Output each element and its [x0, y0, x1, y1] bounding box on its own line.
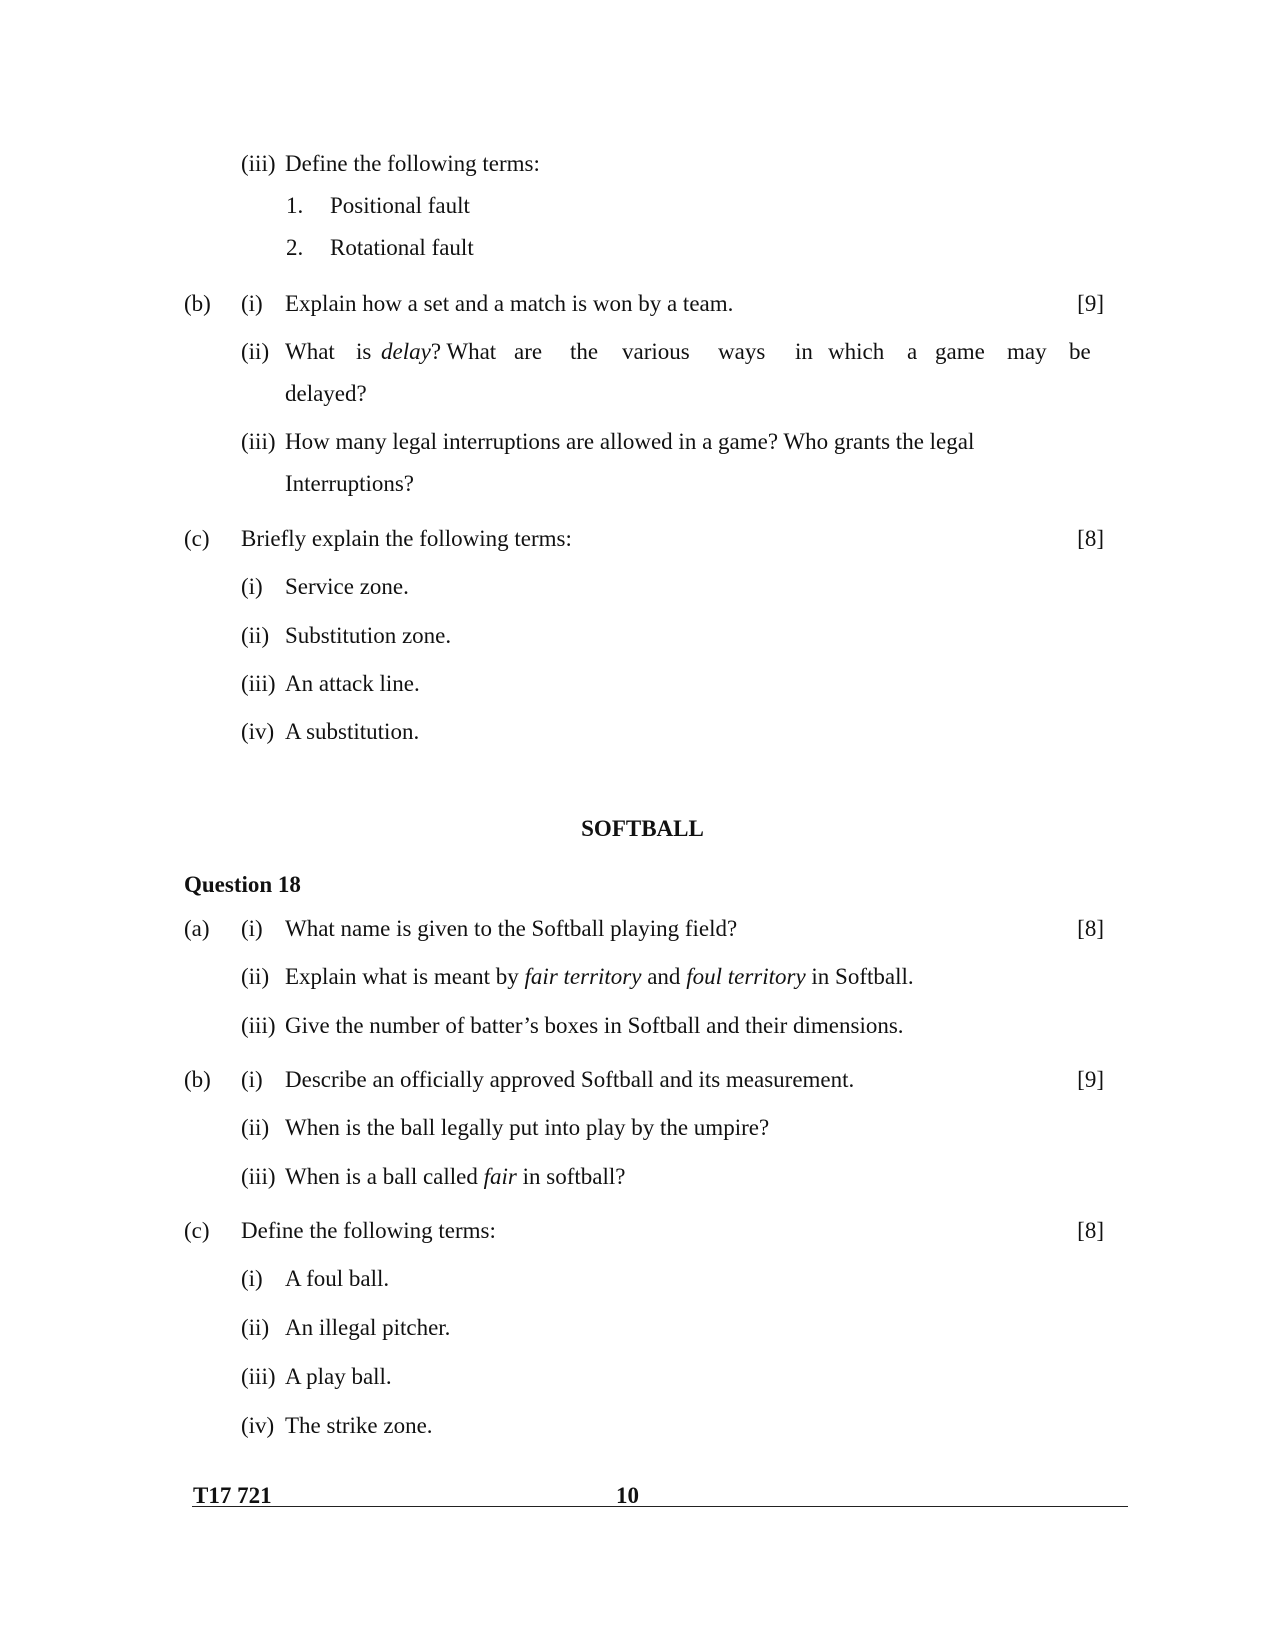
item-number: (ii) — [241, 339, 270, 364]
paper-code: T17 721 — [193, 1483, 272, 1508]
item-text: Service zone. — [285, 574, 409, 599]
item-number: (iii) — [241, 151, 276, 176]
item-text: Explain how a set and a match is won by a team. — [285, 291, 734, 316]
item-number: (ii) — [241, 964, 270, 989]
justified-word: in — [795, 339, 813, 364]
item-number: (i) — [241, 291, 263, 316]
text-run: Explain what is meant by — [285, 964, 525, 989]
item-text: An attack line. — [285, 671, 420, 696]
justified-word: which — [828, 339, 885, 364]
emphasis-term — [381, 340, 496, 363]
italic-term: fair territory — [524, 964, 642, 989]
item-number: (iii) — [241, 671, 276, 696]
part-label: (c) — [184, 1218, 210, 1243]
item-text: How many legal interruptions are allowed in a game? Who grants the legal — [285, 429, 975, 454]
item-text: What name is given to the Softball playing field? — [285, 916, 738, 941]
part-label: (a) — [184, 916, 210, 941]
item-number: (iii) — [241, 1013, 276, 1038]
marks: [8] — [1077, 526, 1104, 551]
justified-word: is — [356, 339, 372, 364]
item-text: When is the ball legally put into play by the umpire? — [285, 1115, 770, 1140]
item-text: A foul ball. — [285, 1266, 390, 1291]
question-title: Question 18 — [184, 872, 301, 897]
text-run: in softball? — [516, 1164, 626, 1189]
item-number: (ii) — [241, 623, 270, 648]
item-text — [285, 965, 914, 988]
marks: [8] — [1077, 916, 1104, 941]
justified-word: a — [907, 339, 918, 364]
item-number: (ii) — [241, 1315, 270, 1340]
item-number: (iii) — [241, 429, 276, 454]
item-text: A play ball. — [285, 1364, 392, 1389]
section-title: SOFTBALL — [581, 816, 704, 841]
item-text: The strike zone. — [285, 1413, 433, 1438]
part-label: (c) — [184, 526, 210, 551]
italic-term: foul territory — [686, 964, 806, 989]
item-number: (iii) — [241, 1364, 276, 1389]
justified-word: may — [1007, 339, 1047, 364]
sub-item-number: 2. — [286, 235, 304, 260]
part-text: Briefly explain the following terms: — [241, 526, 572, 551]
part-label: (b) — [184, 1067, 211, 1092]
justified-word: ways — [718, 339, 766, 364]
text-run: When is a ball called — [285, 1164, 484, 1189]
italic-term: fair — [483, 1164, 517, 1189]
justified-word: What — [285, 339, 335, 364]
marks: [9] — [1077, 291, 1104, 316]
sub-item-number: 1. — [286, 193, 304, 218]
item-text: Substitution zone. — [285, 623, 452, 648]
item-text: A substitution. — [285, 719, 420, 744]
item-text: Define the following terms: — [285, 151, 540, 176]
marks: [9] — [1077, 1067, 1104, 1092]
item-number: (ii) — [241, 1115, 270, 1140]
justified-word: game — [935, 339, 985, 364]
item-text: Describe an officially approved Softball and its measurement. — [285, 1067, 855, 1092]
page-number: 10 — [616, 1483, 639, 1508]
item-text-continued: Interruptions? — [285, 471, 415, 496]
item-number: (i) — [241, 1067, 263, 1092]
item-text-continued: delayed? — [285, 381, 367, 406]
item-text: Give the number of batter’s boxes in Softball and their dimensions. — [285, 1013, 904, 1038]
marks: [8] — [1077, 1218, 1104, 1243]
justified-word: ? What — [430, 339, 497, 364]
item-number: (iii) — [241, 1164, 276, 1189]
justified-word: the — [570, 339, 599, 364]
part-label: (b) — [184, 291, 211, 316]
item-number: (i) — [241, 1266, 263, 1291]
part-text: Define the following terms: — [241, 1218, 496, 1243]
italic-term: delay — [381, 339, 431, 364]
item-number: (iv) — [241, 1413, 275, 1438]
item-text — [285, 1165, 625, 1188]
item-number: (iv) — [241, 719, 275, 744]
justified-word: various — [622, 339, 690, 364]
item-text: An illegal pitcher. — [285, 1315, 451, 1340]
sub-item-text: Rotational fault — [330, 235, 474, 260]
text-run: in Softball. — [805, 964, 914, 989]
sub-item-text: Positional fault — [330, 193, 470, 218]
item-number: (i) — [241, 574, 263, 599]
item-number: (i) — [241, 916, 263, 941]
justified-word: be — [1069, 339, 1091, 364]
text-run: and — [641, 964, 687, 989]
justified-word: are — [514, 339, 543, 364]
